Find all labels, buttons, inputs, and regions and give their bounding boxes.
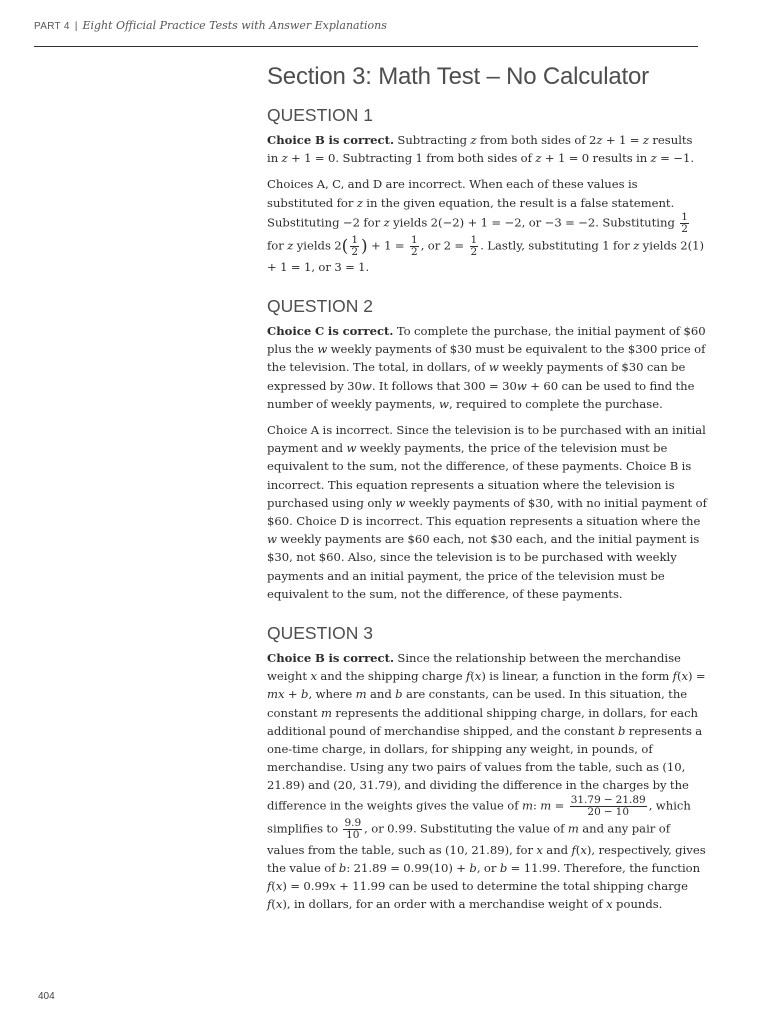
- question-1-explanation: Choices A, C, and D are incorrect. When each of these values is substituted for z in the given equation, the result is a false statement. Substituting −2 for z yields 2(−2) + 1 = −2, or −3 = −2. Substituting $\frac{1}{2}$ for z yields 2( $\frac{1}{2}$ ) + 1 = $\frac{1}{2}$ , or 2 = $\frac{1}{2}$ . Lastly, substituting 1 for z yields 2(1) + 1 = 1, or 3 = 1.: [267, 177, 705, 274]
- book-subtitle: Eight Official Practice Tests with Answer Explanations: [82, 19, 387, 32]
- fraction: $\frac{31.79 - 21.89}{20 - 10}$: [570, 793, 646, 818]
- page-content: [267, 63, 707, 934]
- question-2-explanation: Choice A is incorrect. Since the television is to be purchased with an initial payment and w weekly payments, the price of the television must be equivalent to the sum, not the difference, of these payments. Choice B is incorrect. This equation represents a situation where the television is purchased using only w weekly payments of $30, with no initial payment of $60. Choice D is incorrect. This equation represents a situation where the w weekly payments are $60 each, not $30 each, and the initial payment is $30, not $60. Also, since the television is to be purchased with weekly payments and an initial payment, the price of the television must be equivalent to the sum, not the difference, of these payments.: [267, 423, 707, 601]
- section-title: Section 3: Math Test – No Calculator: [267, 63, 649, 90]
- running-header: [34, 19, 387, 32]
- fraction: $\frac{1}{2}$: [470, 233, 478, 258]
- header-rule: [34, 46, 698, 47]
- question-3-heading: QUESTION 3: [267, 623, 373, 644]
- header-separator: |: [74, 20, 78, 32]
- question-2-answer: Choice C is correct. To complete the purchase, the initial payment of $60 plus the w weekly payments of $30 must be equivalent to the $300 price of the television. The total, in dollars, of w weekly payments of $30 can be expressed by 30w. It follows that 300 = 30w + 60 can be used to find the number of weekly payments, w, required to complete the purchase.: [267, 324, 706, 411]
- fraction: $\frac{1}{2}$: [681, 210, 688, 235]
- question-3: [267, 623, 707, 913]
- fraction: $\frac{9.9}{10}$: [344, 816, 362, 841]
- question-2: [267, 296, 707, 603]
- page-number: 404: [38, 991, 55, 1002]
- question-1-answer: Choice B is correct. Subtracting z from both sides of 2z + 1 = z results in z + 1 = 0. Subtracting 1 from both sides of z + 1 = 0 results in z = −1.: [267, 133, 695, 166]
- fraction: $\frac{1}{2}$: [411, 233, 418, 258]
- fraction: $\frac{1}{2}$: [351, 233, 358, 258]
- question-3-answer: Choice B is correct. Since the relationship between the merchandise weight x and the shipping charge f(x) is linear, a function in the form f(x) = mx + b, where m and b are constants, can be used. In this situation, the constant m represents the additional shipping charge, in dollars, for each additional pound of merchandise shipped, and the constant b represents a one-time charge, in dollars, for shipping any weight, in pounds, of merchandise. Using any two pairs of values from the table, such as (10, 21.89) and (20, 31.79), and dividing the difference in the charges by the difference in the weights gives the value of m: m = $\frac{31.79 - 21.89}{20 - 10}$ , which simplifies to $\frac{9.9}{10}$ , or 0.99. Substituting the value of m and any pair of values from the table, such as (10, 21.89), for x and f(x), respectively, gives the value of b: 21.89 = 0.99(10) + b, or b = 11.99. Therefore, the function f(x) = 0.99x + 11.99 can be used to determine the total shipping charge f(x), in dollars, for an order with a merchandise weight of x pounds.: [267, 651, 706, 912]
- part-label: PART 4: [34, 21, 70, 32]
- question-1-heading: QUESTION 1: [267, 105, 373, 125]
- question-1: [267, 105, 707, 276]
- question-2-heading: QUESTION 2: [267, 296, 373, 317]
